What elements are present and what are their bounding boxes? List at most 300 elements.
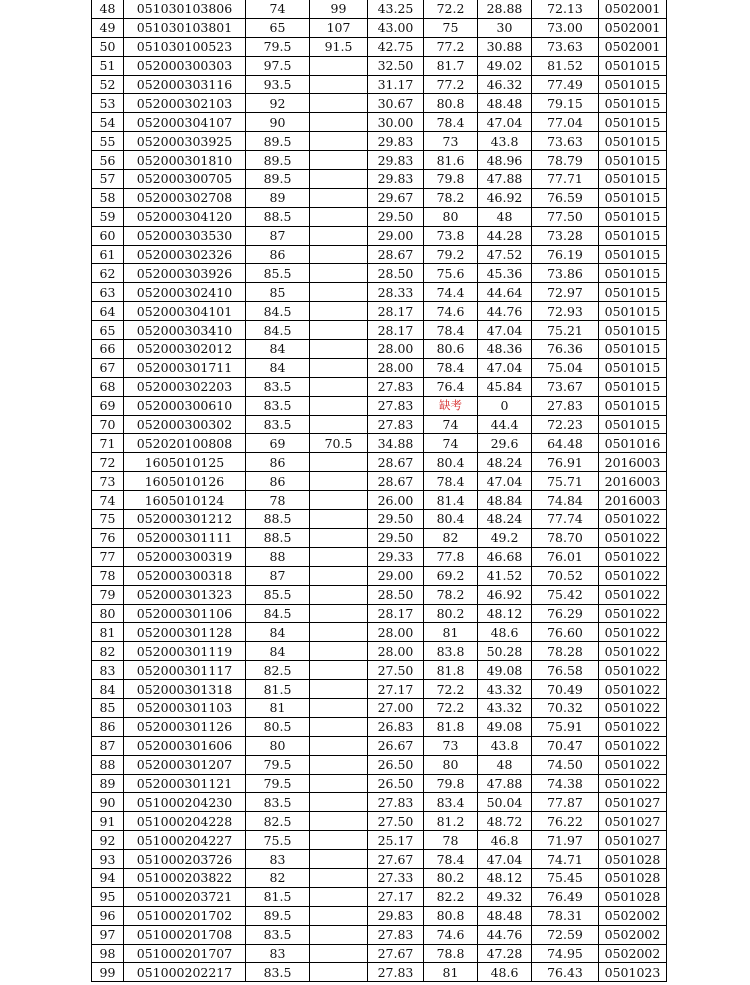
row-number-cell: 56 — [92, 151, 124, 170]
table-row — [92, 340, 667, 359]
written-weighted-cell: 26.50 — [368, 774, 424, 793]
position-code-cell: 0501022 — [599, 510, 667, 529]
interview-weighted-cell: 50.28 — [478, 642, 532, 661]
table-row — [92, 188, 667, 207]
extra-score-cell — [310, 170, 368, 189]
table-row — [92, 302, 667, 321]
exam-id-cell: 052000302326 — [124, 245, 246, 264]
interview-score-cell: 75.6 — [424, 264, 478, 283]
written-weighted-cell: 26.00 — [368, 491, 424, 510]
written-score-cell: 86 — [246, 245, 310, 264]
total-score-cell: 73.63 — [532, 132, 599, 151]
interview-weighted-cell: 44.76 — [478, 925, 532, 944]
interview-score-cell: 78.8 — [424, 944, 478, 963]
total-score-cell: 74.50 — [532, 755, 599, 774]
table-row — [92, 207, 667, 226]
interview-weighted-cell: 50.04 — [478, 793, 532, 812]
exam-id-cell: 052000303925 — [124, 132, 246, 151]
written-score-cell: 85.5 — [246, 264, 310, 283]
total-score-cell: 76.29 — [532, 604, 599, 623]
table-row — [92, 226, 667, 245]
interview-weighted-cell: 46.32 — [478, 75, 532, 94]
position-code-cell: 0501027 — [599, 812, 667, 831]
position-code-cell: 0501015 — [599, 132, 667, 151]
interview-weighted-cell: 45.84 — [478, 377, 532, 396]
interview-weighted-cell: 30 — [478, 18, 532, 37]
row-number-cell: 49 — [92, 18, 124, 37]
extra-score-cell — [310, 812, 368, 831]
exam-id-cell: 052000300319 — [124, 547, 246, 566]
interview-weighted-cell: 47.04 — [478, 472, 532, 491]
exam-id-cell: 052020100808 — [124, 434, 246, 453]
extra-score-cell: 70.5 — [310, 434, 368, 453]
total-score-cell: 70.47 — [532, 736, 599, 755]
extra-score-cell — [310, 113, 368, 132]
interview-weighted-cell: 47.04 — [478, 113, 532, 132]
exam-id-cell: 051000201702 — [124, 906, 246, 925]
interview-weighted-cell: 41.52 — [478, 566, 532, 585]
written-weighted-cell: 29.67 — [368, 188, 424, 207]
interview-score-cell: 81.4 — [424, 491, 478, 510]
row-number-cell: 97 — [92, 925, 124, 944]
exam-id-cell: 052000301323 — [124, 585, 246, 604]
table-row — [92, 18, 667, 37]
written-score-cell: 86 — [246, 453, 310, 472]
interview-weighted-cell: 46.92 — [478, 188, 532, 207]
written-score-cell: 86 — [246, 472, 310, 491]
position-code-cell: 0501022 — [599, 566, 667, 585]
total-score-cell: 64.48 — [532, 434, 599, 453]
written-score-cell: 90 — [246, 113, 310, 132]
row-number-cell: 82 — [92, 642, 124, 661]
interview-score-cell: 73.8 — [424, 226, 478, 245]
total-score-cell: 72.93 — [532, 302, 599, 321]
table-row — [92, 547, 667, 566]
row-number-cell: 74 — [92, 491, 124, 510]
written-weighted-cell: 29.83 — [368, 906, 424, 925]
exam-id-cell: 1605010124 — [124, 491, 246, 510]
position-code-cell: 0501015 — [599, 302, 667, 321]
written-score-cell: 93.5 — [246, 75, 310, 94]
written-score-cell: 83 — [246, 850, 310, 869]
extra-score-cell — [310, 963, 368, 982]
written-weighted-cell: 26.83 — [368, 717, 424, 736]
interview-score-cell: 78.2 — [424, 188, 478, 207]
row-number-cell: 64 — [92, 302, 124, 321]
exam-id-cell: 052000301212 — [124, 510, 246, 529]
extra-score-cell — [310, 585, 368, 604]
extra-score-cell — [310, 850, 368, 869]
written-score-cell: 78 — [246, 491, 310, 510]
written-score-cell: 79.5 — [246, 755, 310, 774]
written-score-cell: 84.5 — [246, 302, 310, 321]
interview-score-cell: 80 — [424, 755, 478, 774]
row-number-cell: 69 — [92, 396, 124, 415]
row-number-cell: 78 — [92, 566, 124, 585]
total-score-cell: 72.59 — [532, 925, 599, 944]
total-score-cell: 75.71 — [532, 472, 599, 491]
interview-score-cell: 81.8 — [424, 661, 478, 680]
total-score-cell: 77.87 — [532, 793, 599, 812]
total-score-cell: 72.23 — [532, 415, 599, 434]
interview-weighted-cell: 48.96 — [478, 151, 532, 170]
written-weighted-cell: 27.83 — [368, 415, 424, 434]
position-code-cell: 0501015 — [599, 264, 667, 283]
position-code-cell: 0501015 — [599, 94, 667, 113]
interview-weighted-cell: 48.72 — [478, 812, 532, 831]
extra-score-cell — [310, 887, 368, 906]
written-weighted-cell: 27.67 — [368, 850, 424, 869]
table-row — [92, 510, 667, 529]
total-score-cell: 74.84 — [532, 491, 599, 510]
position-code-cell: 0502002 — [599, 944, 667, 963]
total-score-cell: 76.58 — [532, 661, 599, 680]
row-number-cell: 62 — [92, 264, 124, 283]
interview-score-cell: 77.2 — [424, 37, 478, 56]
table-row — [92, 37, 667, 56]
exam-id-cell: 051000203822 — [124, 868, 246, 887]
interview-weighted-cell: 48.12 — [478, 868, 532, 887]
table-row — [92, 755, 667, 774]
table-row — [92, 661, 667, 680]
written-score-cell: 83.5 — [246, 377, 310, 396]
interview-weighted-cell: 43.32 — [478, 698, 532, 717]
interview-score-cell: 81.2 — [424, 812, 478, 831]
row-number-cell: 80 — [92, 604, 124, 623]
exam-id-cell: 052000303116 — [124, 75, 246, 94]
written-weighted-cell: 27.00 — [368, 698, 424, 717]
interview-score-cell: 78.4 — [424, 472, 478, 491]
exam-id-cell: 052000301119 — [124, 642, 246, 661]
written-weighted-cell: 29.33 — [368, 547, 424, 566]
written-weighted-cell: 27.83 — [368, 963, 424, 982]
written-weighted-cell: 26.67 — [368, 736, 424, 755]
interview-weighted-cell: 46.8 — [478, 831, 532, 850]
extra-score-cell — [310, 623, 368, 642]
extra-score-cell — [310, 245, 368, 264]
row-number-cell: 89 — [92, 774, 124, 793]
exam-id-cell: 052000304120 — [124, 207, 246, 226]
extra-score-cell — [310, 207, 368, 226]
written-weighted-cell: 29.83 — [368, 132, 424, 151]
interview-weighted-cell: 48.12 — [478, 604, 532, 623]
table-row — [92, 491, 667, 510]
exam-id-cell: 052000301207 — [124, 755, 246, 774]
interview-score-cell: 73 — [424, 132, 478, 151]
interview-score-cell: 81 — [424, 623, 478, 642]
written-weighted-cell: 28.00 — [368, 358, 424, 377]
table-row — [92, 56, 667, 75]
written-score-cell: 88.5 — [246, 510, 310, 529]
row-number-cell: 55 — [92, 132, 124, 151]
extra-score-cell — [310, 264, 368, 283]
exam-id-cell: 052000301126 — [124, 717, 246, 736]
row-number-cell: 71 — [92, 434, 124, 453]
total-score-cell: 81.52 — [532, 56, 599, 75]
exam-id-cell: 051000203726 — [124, 850, 246, 869]
exam-id-cell: 051030103806 — [124, 0, 246, 18]
total-score-cell: 73.00 — [532, 18, 599, 37]
total-score-cell: 71.97 — [532, 831, 599, 850]
table-body — [92, 0, 667, 982]
exam-id-cell: 052000300705 — [124, 170, 246, 189]
extra-score-cell: 99 — [310, 0, 368, 18]
interview-score-cell: 78.4 — [424, 358, 478, 377]
row-number-cell: 92 — [92, 831, 124, 850]
row-number-cell: 72 — [92, 453, 124, 472]
interview-score-cell: 82.2 — [424, 887, 478, 906]
interview-weighted-cell: 44.28 — [478, 226, 532, 245]
extra-score-cell — [310, 680, 368, 699]
total-score-cell: 76.22 — [532, 812, 599, 831]
table-row — [92, 283, 667, 302]
interview-weighted-cell: 48.84 — [478, 491, 532, 510]
total-score-cell: 75.21 — [532, 321, 599, 340]
position-code-cell: 0501022 — [599, 717, 667, 736]
row-number-cell: 59 — [92, 207, 124, 226]
table-row — [92, 925, 667, 944]
extra-score-cell — [310, 698, 368, 717]
position-code-cell: 0502002 — [599, 906, 667, 925]
total-score-cell: 73.63 — [532, 37, 599, 56]
written-score-cell: 85.5 — [246, 585, 310, 604]
exam-id-cell: 052000302103 — [124, 94, 246, 113]
exam-id-cell: 1605010125 — [124, 453, 246, 472]
total-score-cell: 78.79 — [532, 151, 599, 170]
exam-id-cell: 052000301711 — [124, 358, 246, 377]
extra-score-cell — [310, 226, 368, 245]
exam-id-cell: 052000304101 — [124, 302, 246, 321]
extra-score-cell — [310, 151, 368, 170]
row-number-cell: 87 — [92, 736, 124, 755]
extra-score-cell — [310, 642, 368, 661]
written-score-cell: 83.5 — [246, 415, 310, 434]
extra-score-cell: 91.5 — [310, 37, 368, 56]
row-number-cell: 84 — [92, 680, 124, 699]
interview-score-cell: 80.8 — [424, 94, 478, 113]
row-number-cell: 67 — [92, 358, 124, 377]
exam-id-cell: 052000301106 — [124, 604, 246, 623]
extra-score-cell — [310, 340, 368, 359]
extra-score-cell — [310, 321, 368, 340]
extra-score-cell — [310, 472, 368, 491]
interview-score-cell: 75 — [424, 18, 478, 37]
interview-score-cell: 72.2 — [424, 0, 478, 18]
written-weighted-cell: 32.50 — [368, 56, 424, 75]
extra-score-cell — [310, 415, 368, 434]
position-code-cell: 0501022 — [599, 547, 667, 566]
table-row — [92, 75, 667, 94]
extra-score-cell — [310, 377, 368, 396]
extra-score-cell — [310, 868, 368, 887]
total-score-cell: 77.74 — [532, 510, 599, 529]
extra-score-cell — [310, 188, 368, 207]
written-score-cell: 79.5 — [246, 774, 310, 793]
total-score-cell: 70.32 — [532, 698, 599, 717]
written-weighted-cell: 29.83 — [368, 170, 424, 189]
row-number-cell: 94 — [92, 868, 124, 887]
row-number-cell: 96 — [92, 906, 124, 925]
extra-score-cell — [310, 510, 368, 529]
interview-score-cell: 77.8 — [424, 547, 478, 566]
interview-score-cell: 78.4 — [424, 850, 478, 869]
total-score-cell: 74.38 — [532, 774, 599, 793]
interview-weighted-cell: 48.6 — [478, 963, 532, 982]
written-score-cell: 83 — [246, 944, 310, 963]
table-row — [92, 850, 667, 869]
row-number-cell: 98 — [92, 944, 124, 963]
position-code-cell: 0501023 — [599, 963, 667, 982]
interview-score-cell: 81 — [424, 963, 478, 982]
interview-score-cell: 缺考 — [424, 396, 478, 415]
exam-id-cell: 052000301128 — [124, 623, 246, 642]
extra-score-cell — [310, 736, 368, 755]
written-weighted-cell: 43.00 — [368, 18, 424, 37]
row-number-cell: 61 — [92, 245, 124, 264]
position-code-cell: 0501015 — [599, 377, 667, 396]
position-code-cell: 0501027 — [599, 831, 667, 850]
written-score-cell: 84 — [246, 358, 310, 377]
position-code-cell: 0501028 — [599, 850, 667, 869]
score-table — [91, 0, 667, 982]
written-weighted-cell: 28.50 — [368, 264, 424, 283]
row-number-cell: 54 — [92, 113, 124, 132]
interview-weighted-cell: 47.04 — [478, 850, 532, 869]
written-weighted-cell: 43.25 — [368, 0, 424, 18]
written-weighted-cell: 29.00 — [368, 566, 424, 585]
interview-score-cell: 74 — [424, 415, 478, 434]
extra-score-cell — [310, 547, 368, 566]
row-number-cell: 83 — [92, 661, 124, 680]
total-score-cell: 77.71 — [532, 170, 599, 189]
interview-weighted-cell: 48.48 — [478, 94, 532, 113]
interview-score-cell: 80.2 — [424, 868, 478, 887]
table-row — [92, 453, 667, 472]
written-score-cell: 88.5 — [246, 528, 310, 547]
total-score-cell: 76.36 — [532, 340, 599, 359]
table-row — [92, 831, 667, 850]
interview-score-cell: 82 — [424, 528, 478, 547]
table-row — [92, 604, 667, 623]
total-score-cell: 75.91 — [532, 717, 599, 736]
interview-score-cell: 74.4 — [424, 283, 478, 302]
written-weighted-cell: 29.50 — [368, 528, 424, 547]
exam-id-cell: 052000300610 — [124, 396, 246, 415]
position-code-cell: 0501015 — [599, 321, 667, 340]
position-code-cell: 2016003 — [599, 453, 667, 472]
total-score-cell: 75.45 — [532, 868, 599, 887]
table-row — [92, 887, 667, 906]
written-weighted-cell: 26.50 — [368, 755, 424, 774]
extra-score-cell — [310, 94, 368, 113]
position-code-cell: 2016003 — [599, 491, 667, 510]
written-weighted-cell: 28.50 — [368, 585, 424, 604]
written-weighted-cell: 34.88 — [368, 434, 424, 453]
exam-id-cell: 051030100523 — [124, 37, 246, 56]
written-score-cell: 81.5 — [246, 680, 310, 699]
written-score-cell: 80.5 — [246, 717, 310, 736]
extra-score-cell — [310, 944, 368, 963]
exam-id-cell: 052000301103 — [124, 698, 246, 717]
written-score-cell: 89 — [246, 188, 310, 207]
table-row — [92, 736, 667, 755]
interview-weighted-cell: 0 — [478, 396, 532, 415]
position-code-cell: 0501022 — [599, 755, 667, 774]
extra-score-cell — [310, 528, 368, 547]
table-row — [92, 434, 667, 453]
written-weighted-cell: 25.17 — [368, 831, 424, 850]
written-score-cell: 88 — [246, 547, 310, 566]
written-weighted-cell: 29.50 — [368, 510, 424, 529]
position-code-cell: 0501028 — [599, 868, 667, 887]
total-score-cell: 77.50 — [532, 207, 599, 226]
row-number-cell: 65 — [92, 321, 124, 340]
row-number-cell: 52 — [92, 75, 124, 94]
written-weighted-cell: 29.50 — [368, 207, 424, 226]
row-number-cell: 85 — [92, 698, 124, 717]
exam-id-cell: 052000300303 — [124, 56, 246, 75]
row-number-cell: 60 — [92, 226, 124, 245]
position-code-cell: 0502001 — [599, 18, 667, 37]
written-score-cell: 81 — [246, 698, 310, 717]
written-score-cell: 85 — [246, 283, 310, 302]
interview-weighted-cell: 49.32 — [478, 887, 532, 906]
total-score-cell: 78.28 — [532, 642, 599, 661]
table-row — [92, 585, 667, 604]
exam-id-cell: 052000301810 — [124, 151, 246, 170]
interview-weighted-cell: 46.92 — [478, 585, 532, 604]
interview-score-cell: 74 — [424, 434, 478, 453]
written-weighted-cell: 27.83 — [368, 925, 424, 944]
extra-score-cell: 107 — [310, 18, 368, 37]
table-row — [92, 151, 667, 170]
position-code-cell: 0501015 — [599, 283, 667, 302]
written-score-cell: 89.5 — [246, 906, 310, 925]
extra-score-cell — [310, 604, 368, 623]
total-score-cell: 70.52 — [532, 566, 599, 585]
interview-weighted-cell: 48.48 — [478, 906, 532, 925]
written-score-cell: 83.5 — [246, 963, 310, 982]
row-number-cell: 93 — [92, 850, 124, 869]
written-score-cell: 87 — [246, 566, 310, 585]
extra-score-cell — [310, 793, 368, 812]
position-code-cell: 0501015 — [599, 151, 667, 170]
written-weighted-cell: 28.17 — [368, 321, 424, 340]
written-score-cell: 65 — [246, 18, 310, 37]
written-score-cell: 83.5 — [246, 396, 310, 415]
interview-weighted-cell: 49.08 — [478, 661, 532, 680]
extra-score-cell — [310, 661, 368, 680]
exam-id-cell: 051000204228 — [124, 812, 246, 831]
interview-score-cell: 81.7 — [424, 56, 478, 75]
position-code-cell: 0502001 — [599, 37, 667, 56]
written-score-cell: 89.5 — [246, 151, 310, 170]
total-score-cell: 77.04 — [532, 113, 599, 132]
position-code-cell: 0501015 — [599, 415, 667, 434]
written-weighted-cell: 27.50 — [368, 812, 424, 831]
written-score-cell: 83.5 — [246, 793, 310, 812]
extra-score-cell — [310, 358, 368, 377]
total-score-cell: 76.49 — [532, 887, 599, 906]
interview-weighted-cell: 44.76 — [478, 302, 532, 321]
interview-score-cell: 80.2 — [424, 604, 478, 623]
position-code-cell: 0501015 — [599, 245, 667, 264]
total-score-cell: 74.95 — [532, 944, 599, 963]
table-row — [92, 566, 667, 585]
row-number-cell: 50 — [92, 37, 124, 56]
extra-score-cell — [310, 831, 368, 850]
written-score-cell: 89.5 — [246, 170, 310, 189]
